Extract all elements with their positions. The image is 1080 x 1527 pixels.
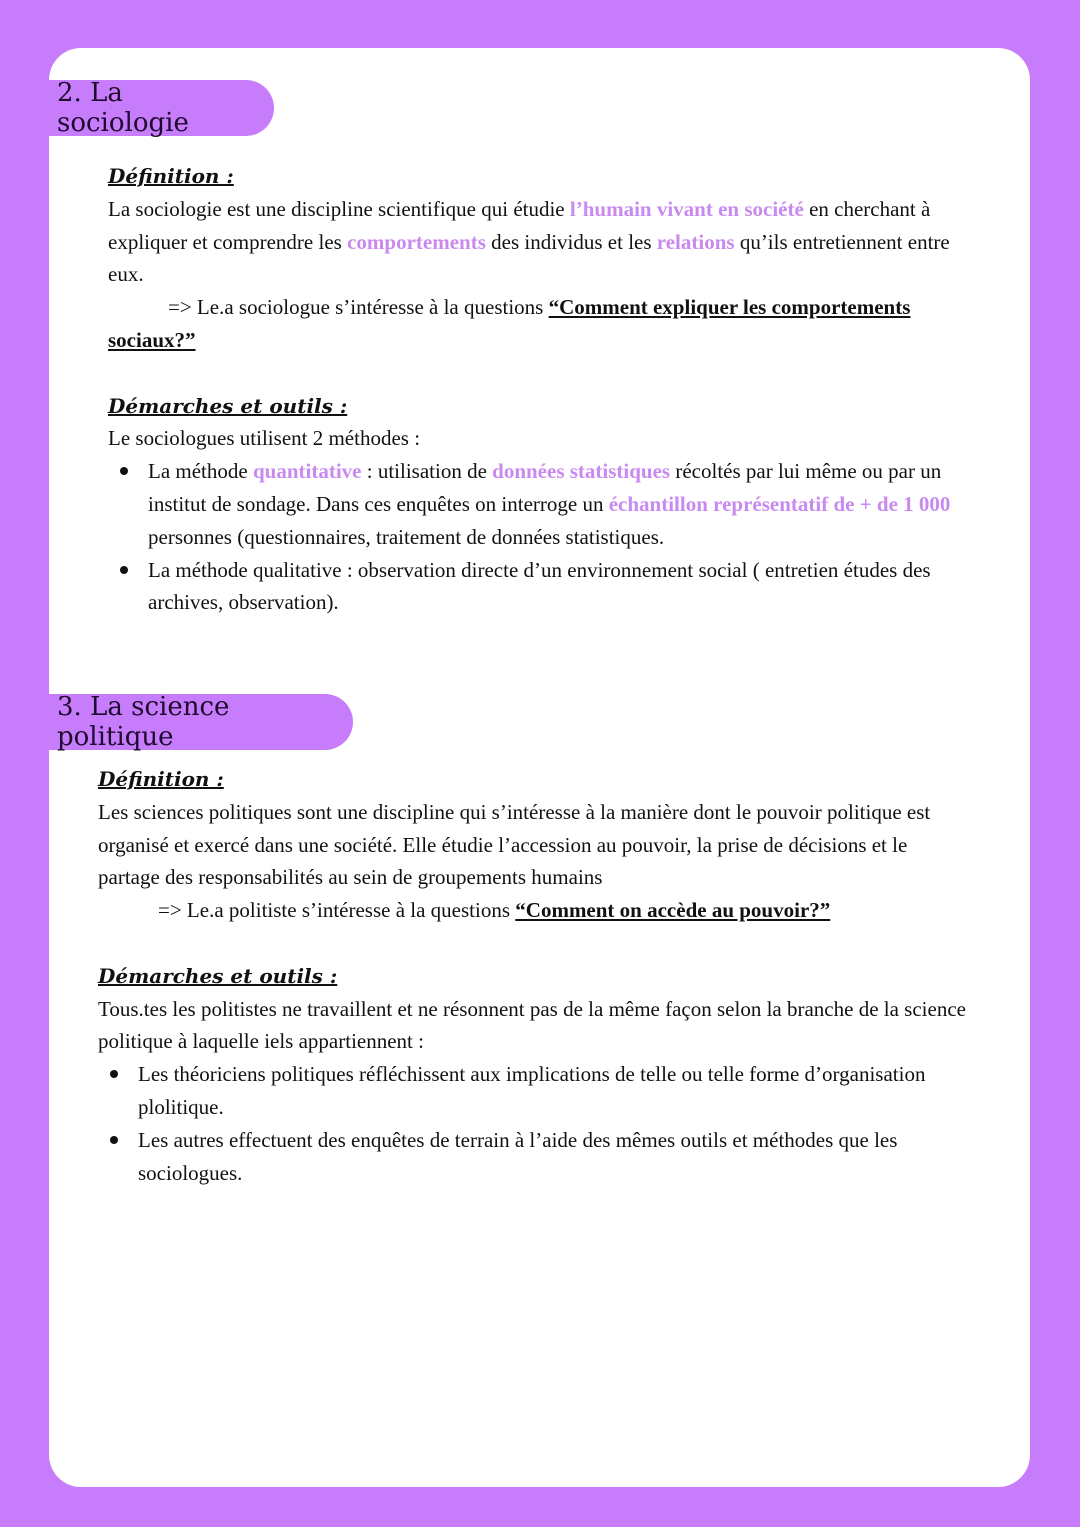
bullet-icon bbox=[120, 467, 128, 475]
highlight-text: comportements bbox=[347, 229, 486, 254]
definition-heading: Définition : bbox=[98, 767, 224, 791]
definition-text: Les sciences politiques sont une discipline qui s’intéresse à la manière dont le pouvoir politique est organisé et exercé dans une société. Elle étudie l’accession au pouvoir, la prise de décisions et le partage des responsabilités au sein de groupements humains bbox=[98, 799, 931, 890]
section-title-text: 3. La science politique bbox=[57, 692, 230, 752]
highlight-text: relations bbox=[656, 229, 735, 254]
bullet-icon bbox=[110, 1070, 118, 1078]
list-item: Les autres effectuent des enquêtes de terrain à l’aide des mêmes outils et méthodes que les sociologues. bbox=[98, 1124, 968, 1190]
list-item: La méthode quantitative : utilisation de données statistiques récoltés par lui même ou par un institut de sondage. Dans ces enquêtes on interroge un échantillon représentatif de + de 1 000 personnes (questionnaires, traitement de données statistiques. bbox=[108, 455, 978, 553]
key-question: => Le.a sociologue s’intéresse à la questions “Comment expliquer les comportements sociaux?” bbox=[108, 295, 911, 352]
list-item: Les théoriciens politiques réfléchissent aux implications de telle ou telle forme d’organisation plolitique. bbox=[98, 1058, 968, 1124]
bullet-icon bbox=[110, 1136, 118, 1144]
definition-text: La sociologie est une discipline scientifique qui étudie l’humain vivant en société en cherchant à expliquer et comprendre les comportements des individus et les relations qu’ils entretiennent entre eux. bbox=[108, 196, 950, 287]
methods-intro: Tous.tes les politistes ne travaillent et ne résonnent pas de la même façon selon la branche de la science politique à laquelle iels appartiennent : bbox=[98, 996, 966, 1054]
methods-heading: Démarches et outils : bbox=[108, 393, 348, 418]
methods-list bbox=[98, 1058, 968, 1189]
definition-heading: Définition : bbox=[108, 164, 234, 188]
question-text: “Comment expliquer les comportements sociaux?” bbox=[108, 295, 911, 352]
section-title-science-politique bbox=[49, 694, 353, 750]
science-politique-content bbox=[98, 763, 968, 1189]
key-question: => Le.a politiste s’intéresse à la questions “Comment on accède au pouvoir?” bbox=[158, 898, 831, 923]
section-title-text: 2. La sociologie bbox=[57, 78, 189, 138]
methods-list bbox=[108, 455, 978, 619]
list-item: La méthode qualitative : observation directe d’un environnement social ( entretien études des archives, observation). bbox=[108, 554, 978, 620]
question-text: “Comment on accède au pouvoir?” bbox=[515, 898, 831, 923]
methods-intro: Le sociologues utilisent 2 méthodes : bbox=[108, 426, 421, 451]
methods-heading: Démarches et outils : bbox=[98, 963, 338, 988]
highlight-text: l’humain vivant en société bbox=[569, 196, 804, 221]
bullet-icon bbox=[120, 566, 128, 574]
section-title-sociologie bbox=[49, 80, 274, 136]
sociologie-content bbox=[108, 160, 978, 619]
